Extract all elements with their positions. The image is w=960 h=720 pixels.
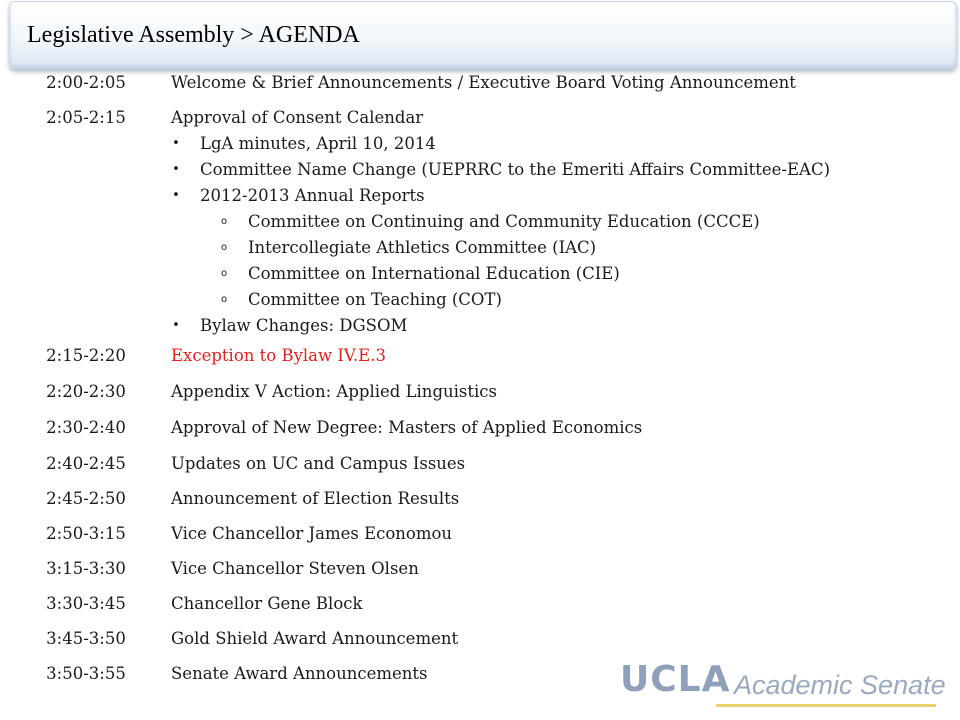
agenda-item: Vice Chancellor Steven Olsen [171,559,419,578]
agenda-item: Approval of New Degree: Masters of Applied Economics [171,418,643,437]
agenda-sub-bullet [0,235,960,261]
agenda-item: Chancellor Gene Block [171,594,363,613]
bullet-icon: • [172,136,180,151]
agenda-row [0,591,960,617]
page-title: Legislative Assembly > AGENDA [27,22,360,48]
agenda-time: 3:50-3:55 [46,664,126,683]
agenda-row [0,521,960,547]
logo-ucla-text: UCLA [620,659,731,700]
agenda-time: 2:05-2:15 [46,108,126,127]
agenda-time: 2:15-2:20 [46,346,126,365]
agenda-bullet [0,313,960,339]
agenda-row [0,626,960,652]
agenda-row [0,379,960,405]
agenda-item: Gold Shield Award Announcement [171,629,459,648]
agenda-item: Announcement of Election Results [171,489,460,508]
agenda-item: Vice Chancellor James Economou [171,524,453,543]
circle-bullet-icon: o [220,242,228,253]
agenda-row [0,415,960,441]
circle-bullet-icon: o [220,294,228,305]
agenda-row [0,343,960,369]
bullet-icon: • [172,162,180,177]
agenda-time: 2:00-2:05 [46,73,126,92]
agenda-time: 2:40-2:45 [46,454,126,473]
agenda-time: 2:45-2:50 [46,489,126,508]
bullet-icon: • [172,188,180,203]
agenda-sub-bullet [0,209,960,235]
agenda-row [0,486,960,512]
agenda-item: Senate Award Announcements [171,664,428,683]
agenda-item: Welcome & Brief Announcements / Executive Board Voting Announcement [171,73,796,92]
agenda-time: 3:45-3:50 [46,629,126,648]
agenda-row [0,451,960,477]
bullet-icon: • [172,318,180,333]
bullet-text: Committee Name Change (UEPRRC to the Emeriti Affairs Committee-EAC) [200,160,831,179]
sub-bullet-text: Committee on Continuing and Community Education (CCCE) [248,212,760,231]
ucla-academic-senate-logo [620,659,946,716]
agenda-item: Updates on UC and Campus Issues [171,454,466,473]
logo-senate-text: Academic Senate [734,670,946,700]
bullet-text: Bylaw Changes: DGSOM [200,316,408,335]
agenda-item: Approval of Consent Calendar [171,108,424,127]
agenda-sub-bullet [0,287,960,313]
circle-bullet-icon: o [220,216,228,227]
sub-bullet-text: Committee on Teaching (COT) [248,290,502,309]
agenda-bullet [0,157,960,183]
agenda-item: Appendix V Action: Applied Linguistics [171,382,497,401]
sub-bullet-text: Committee on International Education (CIE) [248,264,620,283]
logo-underline [716,704,936,707]
agenda-bullet [0,131,960,157]
agenda-row [0,105,960,131]
agenda-time: 3:30-3:45 [46,594,126,613]
sub-bullet-text: Intercollegiate Athletics Committee (IAC) [248,238,597,257]
agenda-item-highlighted: Exception to Bylaw IV.E.3 [171,346,386,365]
agenda-sub-bullet [0,261,960,287]
agenda-time: 2:20-2:30 [46,382,126,401]
circle-bullet-icon: o [220,268,228,279]
agenda-row [0,70,960,96]
agenda-time: 2:50-3:15 [46,524,126,543]
agenda-row [0,556,960,582]
bullet-text: LgA minutes, April 10, 2014 [200,134,436,153]
bullet-text: 2012-2013 Annual Reports [200,186,425,205]
agenda-time: 2:30-2:40 [46,418,126,437]
agenda-time: 3:15-3:30 [46,559,126,578]
agenda-bullet [0,183,960,209]
